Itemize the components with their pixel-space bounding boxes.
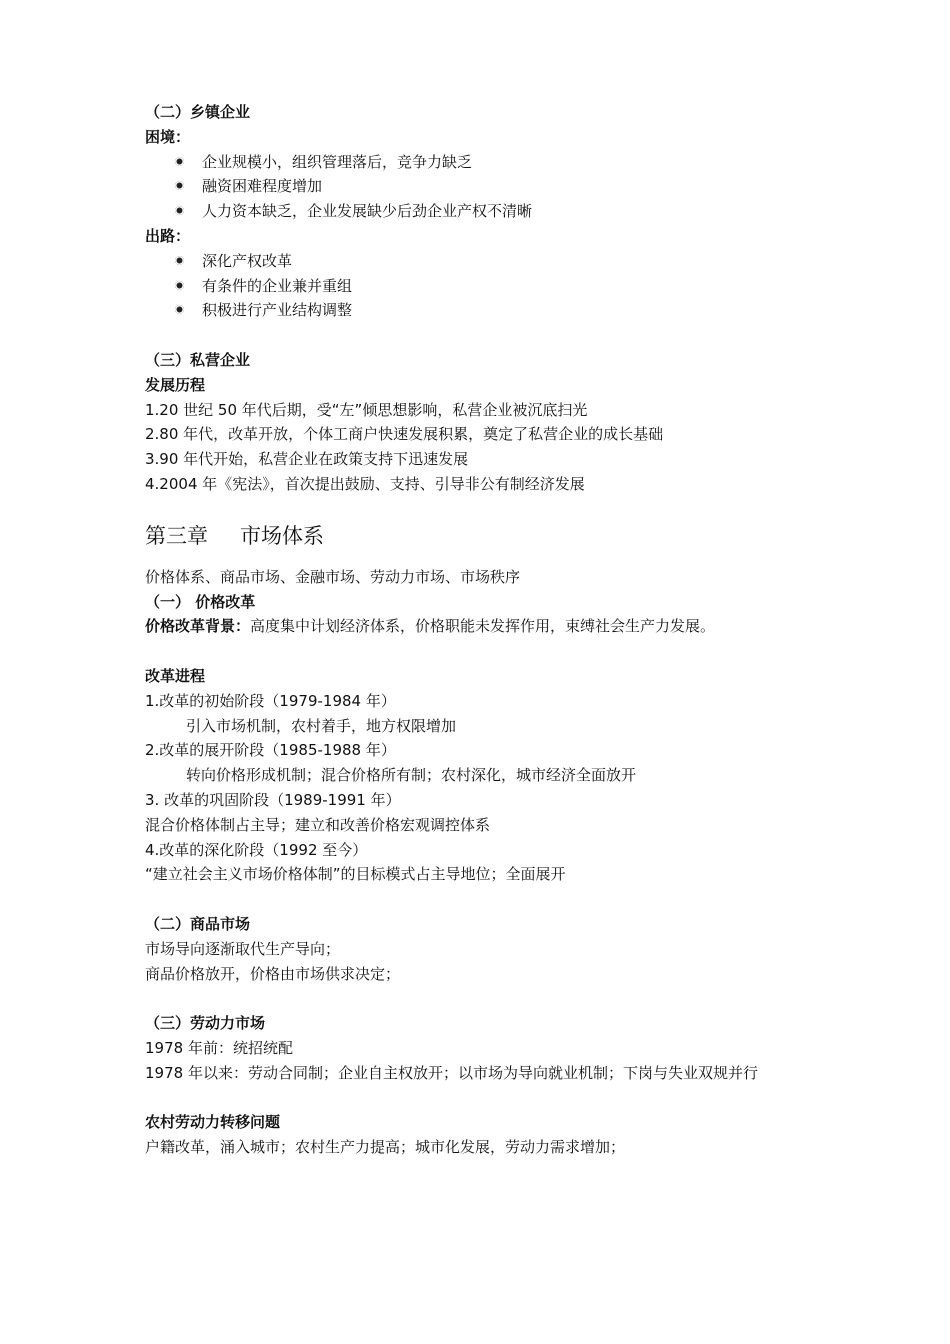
- section-heading-rural: 农村劳动力转移问题: [145, 1113, 281, 1132]
- list-item: 人力资本缺乏，企业发展缺少后劲企业产权不清晰: [145, 199, 825, 224]
- bullet-icon: [175, 256, 184, 265]
- spacer: [145, 986, 825, 1011]
- bullet-icon: [175, 305, 184, 314]
- spacer: [145, 1085, 825, 1110]
- list-item: 3.90 年代开始，私营企业在政策支持下迅速发展: [145, 450, 469, 469]
- rural-text: 户籍改革，涌入城市；农村生产力提高；城市化发展，劳动力需求增加；: [145, 1138, 626, 1157]
- section-heading-price-reform: （一） 价格改革: [145, 592, 256, 611]
- chapter-name: 市场体系: [240, 523, 324, 548]
- chapter-number: 第三章: [145, 523, 208, 548]
- bullet-icon: [175, 281, 184, 290]
- list-item: 深化产权改革: [145, 249, 825, 274]
- history-label: 发展历程: [145, 375, 206, 394]
- stage-title: 2.改革的展开阶段（1985-1988 年）: [145, 741, 396, 760]
- dilemma-label: 困境：: [145, 127, 191, 146]
- bullet-icon: [175, 206, 184, 215]
- section-heading-private: （三）私营企业: [145, 350, 251, 369]
- labor-line: 1978 年以来：劳动合同制；企业自主权放开；以市场为导向就业机制；下岗与失业双规并行: [145, 1063, 758, 1082]
- section-heading-labor: （三）劳动力市场: [145, 1014, 266, 1033]
- spacer: [145, 323, 825, 348]
- stage-title: 4.改革的深化阶段（1992 至今）: [145, 840, 368, 859]
- commodity-line: 商品价格放开，价格由市场供求决定；: [145, 964, 401, 983]
- bullet-icon: [175, 157, 184, 166]
- background-text: 高度集中计划经济体系，价格职能未发挥作用，束缚社会生产力发展。: [250, 617, 716, 636]
- list-item: 1.20 世纪 50 年代后期，受“左”倾思想影响，私营企业被沉底扫光: [145, 400, 588, 419]
- way-out-label: 出路：: [145, 226, 191, 245]
- labor-line: 1978 年前：统招统配: [145, 1038, 293, 1057]
- list-item: 4.2004 年《宪法》，首次提出鼓励、支持、引导非公有制经济发展: [145, 474, 585, 493]
- bullet-icon: [175, 181, 184, 190]
- list-item: 融资困难程度增加: [145, 174, 825, 199]
- background-label: 价格改革背景：: [145, 617, 251, 636]
- document-page: [145, 100, 825, 1160]
- section-heading-township: （二）乡镇企业: [145, 103, 251, 121]
- price-reform-background: [145, 614, 825, 639]
- spacer: [145, 639, 825, 664]
- stage-title: 1.改革的初始阶段（1979-1984 年）: [145, 691, 396, 710]
- spacer: [145, 887, 825, 912]
- process-label: 改革进程: [145, 666, 206, 685]
- commodity-line: 市场导向逐渐取代生产导向；: [145, 939, 341, 958]
- chapter-title: [145, 519, 825, 553]
- stage-detail: 混合价格体制占主导；建立和改善价格宏观调控体系: [145, 815, 491, 834]
- stage-detail: 引入市场机制，农村着手，地方权限增加: [186, 716, 457, 735]
- list-item: 企业规模小，组织管理落后，竞争力缺乏: [145, 150, 825, 175]
- market-intro: 价格体系、商品市场、金融市场、劳动力市场、市场秩序: [145, 567, 521, 586]
- list-item: 积极进行产业结构调整: [145, 298, 825, 323]
- stage-title: 3. 改革的巩固阶段（1989-1991 年）: [145, 790, 401, 809]
- stage-detail: “建立社会主义市场价格体制”的目标模式占主导地位；全面展开: [145, 865, 566, 884]
- section-heading-commodity: （二）商品市场: [145, 914, 251, 933]
- list-item: 2.80 年代，改革开放，个体工商户快速发展积累，奠定了私营企业的成长基础: [145, 425, 664, 444]
- list-item: 有条件的企业兼并重组: [145, 274, 825, 299]
- stage-detail: 转向价格形成机制；混合价格所有制；农村深化，城市经济全面放开: [186, 766, 637, 785]
